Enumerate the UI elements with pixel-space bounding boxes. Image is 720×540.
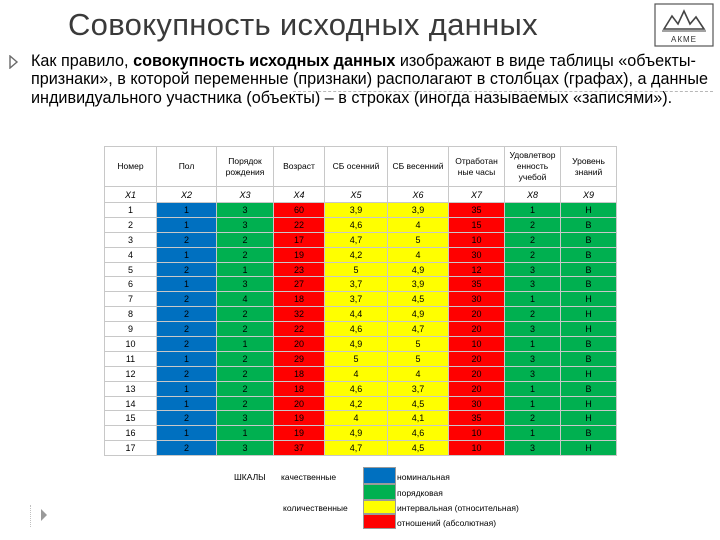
table-cell: 16	[105, 426, 157, 441]
table-cell: 19	[274, 247, 325, 262]
table-cell: 2	[157, 366, 217, 381]
table-cell: 4,9	[325, 426, 388, 441]
table-cell: 5	[388, 351, 449, 366]
table-cell: 5	[325, 351, 388, 366]
table-cell: 2	[217, 381, 274, 396]
column-header: Отработан ные часы	[449, 147, 505, 187]
slide-nav-arrow-icon	[40, 508, 48, 522]
table-cell: 11	[105, 351, 157, 366]
table-cell: 35	[449, 277, 505, 292]
table-cell: 3	[505, 277, 561, 292]
table-cell: 13	[105, 381, 157, 396]
table-cell: 4,7	[325, 441, 388, 456]
table-cell: 10	[449, 337, 505, 352]
left-divider	[30, 505, 31, 527]
table-cell: В	[561, 277, 617, 292]
table-cell: 1	[105, 203, 157, 218]
table-row	[105, 351, 617, 366]
column-header: СБ осенний	[325, 147, 388, 187]
table-cell: 2	[157, 411, 217, 426]
table-cell: 1	[217, 337, 274, 352]
table-cell: 2	[217, 351, 274, 366]
table-cell: 3,9	[325, 203, 388, 218]
table-cell: 12	[449, 262, 505, 277]
table-row	[105, 366, 617, 381]
table-cell: 17	[274, 232, 325, 247]
table-cell: 35	[449, 411, 505, 426]
table-cell: 2	[157, 262, 217, 277]
table-cell: 14	[105, 396, 157, 411]
table-cell: 4,5	[388, 292, 449, 307]
table-cell: 2	[157, 292, 217, 307]
bullet-arrow-icon	[9, 55, 19, 69]
table-cell: 23	[274, 262, 325, 277]
table-cell: 4	[388, 366, 449, 381]
table-cell: 3	[217, 441, 274, 456]
table-cell: 10	[449, 426, 505, 441]
table-cell: 15	[449, 217, 505, 232]
table-cell: 37	[274, 441, 325, 456]
table-cell: 7	[105, 292, 157, 307]
table-cell: 1	[217, 426, 274, 441]
table-cell: 2	[217, 247, 274, 262]
column-code: X9	[561, 187, 617, 203]
table-cell: 3,7	[325, 277, 388, 292]
table-cell: 1	[217, 262, 274, 277]
table-cell: 1	[505, 396, 561, 411]
table-cell: 2	[505, 217, 561, 232]
column-code: X6	[388, 187, 449, 203]
table-cell: 20	[449, 307, 505, 322]
table-cell: 3	[505, 322, 561, 337]
table-cell: 4,7	[388, 322, 449, 337]
table-cell: 2	[217, 322, 274, 337]
table-cell: 3	[505, 351, 561, 366]
table-cell: Н	[561, 322, 617, 337]
legend-ratio: отношений (абсолютная)	[397, 518, 497, 528]
divider	[293, 91, 713, 92]
table-cell: 5	[325, 262, 388, 277]
akme-logo	[652, 2, 716, 48]
table-cell: 20	[274, 396, 325, 411]
table-cell: 12	[105, 366, 157, 381]
column-header: СБ весенний	[388, 147, 449, 187]
column-code: X1	[105, 187, 157, 203]
table-cell: 8	[105, 307, 157, 322]
table-cell: 1	[157, 351, 217, 366]
table-row	[105, 381, 617, 396]
intro-lead: Как правило,	[31, 52, 134, 70]
column-code: X7	[449, 187, 505, 203]
legend-swatch-yellow	[363, 500, 396, 514]
table-row	[105, 232, 617, 247]
table-cell: 19	[274, 426, 325, 441]
table-row	[105, 217, 617, 232]
column-code: X4	[274, 187, 325, 203]
legend-swatch-green	[363, 484, 396, 500]
column-header: Пол	[157, 147, 217, 187]
table-cell: 2	[157, 441, 217, 456]
table-cell: 22	[274, 322, 325, 337]
table-cell: 20	[274, 337, 325, 352]
table-row	[105, 247, 617, 262]
legend-quantitative: количественные	[283, 503, 348, 513]
table-row	[105, 441, 617, 456]
table-cell: 4	[217, 292, 274, 307]
table-cell: 1	[157, 381, 217, 396]
table-row	[105, 262, 617, 277]
table-cell: 3	[217, 203, 274, 218]
table-cell: 2	[217, 307, 274, 322]
table-cell: 18	[274, 381, 325, 396]
table-cell: 27	[274, 277, 325, 292]
table-row	[105, 277, 617, 292]
table-cell: 2	[217, 232, 274, 247]
table-cell: 2	[505, 307, 561, 322]
legend-ordinal: порядковая	[397, 488, 443, 498]
table-cell: В	[561, 337, 617, 352]
table-cell: 20	[449, 322, 505, 337]
table-cell: 4	[325, 366, 388, 381]
table-row	[105, 292, 617, 307]
table-cell: 20	[449, 366, 505, 381]
table-cell: 3	[217, 277, 274, 292]
table-cell: 1	[157, 426, 217, 441]
table-cell: В	[561, 262, 617, 277]
table-cell: Н	[561, 366, 617, 381]
table-cell: 3	[105, 232, 157, 247]
slide-title: Совокупность исходных данных	[68, 7, 538, 42]
table-cell: 2	[505, 411, 561, 426]
table-cell: 4,4	[325, 307, 388, 322]
table-cell: 4,2	[325, 247, 388, 262]
table-cell: 4	[105, 247, 157, 262]
table-row	[105, 396, 617, 411]
table-cell: 2	[505, 232, 561, 247]
table-cell: 17	[105, 441, 157, 456]
data-table	[104, 146, 617, 456]
table-cell: 4,9	[388, 262, 449, 277]
table-cell: 3	[505, 262, 561, 277]
table-cell: 2	[217, 396, 274, 411]
table-cell: 30	[449, 292, 505, 307]
table-cell: 2	[157, 307, 217, 322]
table-cell: 1	[157, 203, 217, 218]
table-cell: 2	[217, 366, 274, 381]
table-cell: 2	[105, 217, 157, 232]
table-cell: 6	[105, 277, 157, 292]
table-cell: Н	[561, 292, 617, 307]
table-cell: 29	[274, 351, 325, 366]
logo-text: АКМЕ	[671, 35, 697, 44]
table-cell: 2	[157, 232, 217, 247]
column-header: Номер	[105, 147, 157, 187]
table-cell: 20	[449, 381, 505, 396]
table-cell: 3,7	[325, 292, 388, 307]
legend-interval: интервальная (относительная)	[397, 503, 519, 513]
table-cell: В	[561, 232, 617, 247]
table-row	[105, 426, 617, 441]
table-cell: Н	[561, 203, 617, 218]
table-cell: 10	[449, 441, 505, 456]
table-cell: 18	[274, 366, 325, 381]
table-cell: 1	[157, 277, 217, 292]
table-cell: 4,6	[388, 426, 449, 441]
table-cell: 10	[449, 232, 505, 247]
table-cell: 4,6	[325, 322, 388, 337]
table-cell: 3,9	[388, 203, 449, 218]
legend-swatch-red	[363, 514, 396, 529]
table-cell: 30	[449, 396, 505, 411]
table-cell: 3	[217, 411, 274, 426]
legend-swatch-blue	[363, 467, 396, 484]
table-cell: 5	[388, 337, 449, 352]
table-row	[105, 203, 617, 218]
column-code: X8	[505, 187, 561, 203]
table-cell: 4,9	[388, 307, 449, 322]
table-cell: 3,9	[388, 277, 449, 292]
table-cell: 32	[274, 307, 325, 322]
table-cell: 2	[157, 322, 217, 337]
table-cell: 1	[505, 203, 561, 218]
table-cell: В	[561, 381, 617, 396]
table-cell: 15	[105, 411, 157, 426]
table-cell: 1	[505, 292, 561, 307]
table-row	[105, 322, 617, 337]
table-cell: Н	[561, 411, 617, 426]
table-cell: 20	[449, 351, 505, 366]
table-row	[105, 307, 617, 322]
table-cell: 3	[505, 366, 561, 381]
table-cell: 3	[217, 217, 274, 232]
column-header: Уровень знаний	[561, 147, 617, 187]
table-row	[105, 411, 617, 426]
table-cell: 18	[274, 292, 325, 307]
table-cell: В	[561, 217, 617, 232]
table-cell: 4,2	[325, 396, 388, 411]
column-code: X5	[325, 187, 388, 203]
table-cell: 1	[157, 217, 217, 232]
table-cell: 1	[505, 426, 561, 441]
table-cell: 2	[157, 337, 217, 352]
intro-bold: совокупность исходных данных	[133, 52, 396, 70]
table-cell: 1	[157, 247, 217, 262]
table-cell: 4,1	[388, 411, 449, 426]
table-cell: 30	[449, 247, 505, 262]
table-row	[105, 337, 617, 352]
table-cell: 3,7	[388, 381, 449, 396]
table-cell: 4,7	[325, 232, 388, 247]
table-cell: 1	[505, 381, 561, 396]
legend-qualitative: качественные	[281, 472, 337, 482]
table-cell: 4,6	[325, 217, 388, 232]
table-cell: 4	[388, 247, 449, 262]
table-cell: Н	[561, 441, 617, 456]
table-cell: 10	[105, 337, 157, 352]
intro-paragraph	[31, 52, 711, 107]
table-cell: 5	[105, 262, 157, 277]
table-cell: 3	[505, 441, 561, 456]
column-header: Возраст	[274, 147, 325, 187]
table-cell: 2	[505, 247, 561, 262]
column-code: X3	[217, 187, 274, 203]
table-cell: 35	[449, 203, 505, 218]
intro-rest: изображают в виде таблицы «объекты-признаки», в которой переменные (признаки) располагают в столбцах (графах), а данные индивидуального участника (объекты) – в строках (иногда называемых «записями»).	[31, 52, 709, 107]
column-code: X2	[157, 187, 217, 203]
legend-nominal: номинальная	[397, 472, 450, 482]
table-cell: 60	[274, 203, 325, 218]
table-cell: В	[561, 351, 617, 366]
table-cell: 22	[274, 217, 325, 232]
column-header: Порядок рождения	[217, 147, 274, 187]
table-cell: 1	[157, 396, 217, 411]
table-cell: 5	[388, 232, 449, 247]
table-cell: 4,6	[325, 381, 388, 396]
table-cell: 9	[105, 322, 157, 337]
table-cell: 19	[274, 411, 325, 426]
table-cell: 4,5	[388, 396, 449, 411]
table-cell: 4,5	[388, 441, 449, 456]
table-cell: В	[561, 247, 617, 262]
table-cell: 4	[325, 411, 388, 426]
table-cell: 4,9	[325, 337, 388, 352]
column-header: Удовлетвор енность учебой	[505, 147, 561, 187]
legend-scales-label: ШКАЛЫ	[234, 472, 266, 482]
table-cell: 1	[505, 337, 561, 352]
table-cell: 4	[388, 217, 449, 232]
table-cell: Н	[561, 396, 617, 411]
table-cell: Н	[561, 307, 617, 322]
table-cell: В	[561, 426, 617, 441]
